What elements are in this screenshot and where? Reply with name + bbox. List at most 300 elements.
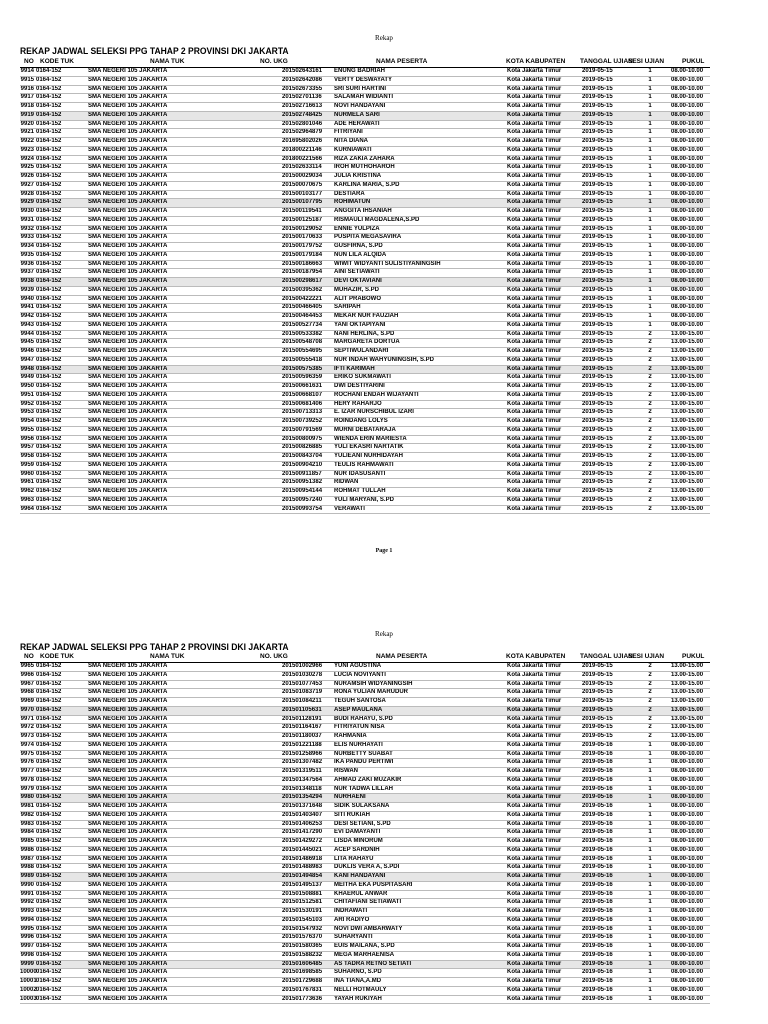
row-kota: Kota Jakarta Timur — [507, 426, 562, 433]
row-nama-peserta: WIWIT WIDYANTI SULISTIYANINGSIH — [334, 260, 441, 267]
row-kode-tuk: 0164-152 — [36, 943, 62, 949]
row-kota: Kota Jakarta Timur — [507, 881, 562, 888]
row-kota: Kota Jakarta Timur — [507, 794, 562, 801]
row-tanggal: 2019-05-15 — [582, 698, 613, 704]
table-row — [20, 427, 710, 436]
row-sesi: 2 — [648, 409, 652, 416]
row-no-ukg: 201500826885 — [282, 444, 323, 451]
row-kode-tuk: 0164-152 — [36, 181, 62, 188]
row-no: 9954 — [20, 418, 34, 424]
row-nama-peserta: VERTY DESWAYATY — [334, 76, 393, 83]
row-tanggal: 2019-05-15 — [582, 173, 613, 179]
row-kode-tuk: 0164-152 — [36, 286, 62, 293]
row-nama-peserta: ADE HERAWATI — [334, 120, 380, 127]
row-kota: Kota Jakarta Timur — [507, 663, 562, 669]
row-nama-peserta: NUR IDASUSANTI — [334, 470, 386, 477]
table-row — [20, 199, 710, 208]
row-sesi: 2 — [648, 356, 652, 363]
row-tanggal: 2019-05-16 — [582, 995, 613, 1002]
table-row — [20, 296, 710, 305]
row-pukul: 08.00-10.00 — [671, 269, 704, 276]
row-no-ukg: 201501164167 — [282, 724, 322, 731]
table-row — [20, 304, 710, 313]
row-sesi: 1 — [648, 111, 652, 118]
row-no: 9976 — [20, 759, 34, 766]
row-nama-peserta: SITI RUKIAH — [334, 811, 370, 818]
row-no-ukg: 201500129052 — [282, 225, 323, 232]
row-kode-tuk: 0164-152 — [36, 321, 62, 328]
table-row — [20, 383, 710, 392]
row-kota: Kota Jakarta Timur — [507, 776, 562, 783]
row-nama-peserta: DUKLIS VERA A, S.PDI — [334, 864, 400, 871]
row-nama-tuk: SMA NEGERI 105 JAKARTA — [88, 295, 168, 302]
row-kota: Kota Jakarta Timur — [507, 829, 562, 836]
row-no: 9939 — [20, 286, 34, 293]
row-kota: Kota Jakarta Timur — [507, 286, 562, 293]
row-kode-tuk: 0164-152 — [36, 925, 62, 932]
row-kota: Kota Jakarta Timur — [507, 409, 562, 416]
table-row — [20, 847, 710, 856]
row-nama-tuk: SMA NEGERI 105 JAKARTA — [88, 199, 168, 206]
row-kota: Kota Jakarta Timur — [507, 689, 562, 696]
table-row — [20, 444, 710, 453]
table-row — [20, 759, 710, 768]
row-nama-peserta: SUHARNO, S.PD — [334, 969, 382, 976]
row-no: 9964 — [20, 505, 34, 512]
row-pukul: 13.00-15.00 — [671, 680, 704, 687]
row-nama-tuk: SMA NEGERI 105 JAKARTA — [88, 671, 168, 678]
row-kota: Kota Jakarta Timur — [507, 103, 562, 109]
table-row — [20, 278, 710, 287]
row-nama-peserta: MUHAZIR, S.PD — [334, 286, 379, 293]
row-nama-tuk: SMA NEGERI 105 JAKARTA — [88, 181, 168, 188]
row-no: 9980 — [20, 794, 34, 801]
row-nama-tuk: SMA NEGERI 105 JAKARTA — [88, 85, 168, 92]
row-no-ukg: 201500713313 — [282, 409, 323, 416]
row-tanggal: 2019-05-15 — [582, 663, 613, 669]
row-no: 9999 — [20, 960, 34, 967]
row-nama-peserta: ALIT PRABOWO — [334, 295, 381, 302]
row-no: 9923 — [20, 146, 34, 153]
row-tanggal: 2019-05-15 — [582, 671, 613, 678]
row-nama-tuk: SMA NEGERI 105 JAKARTA — [88, 391, 168, 398]
row-kota: Kota Jakarta Timur — [507, 470, 562, 477]
row-nama-peserta: NOVI HANDAYANI — [334, 103, 386, 109]
table-row — [20, 882, 710, 891]
row-no: 9942 — [20, 313, 34, 319]
row-kode-tuk: 0164-152 — [36, 759, 62, 766]
row-nama-tuk: SMA NEGERI 105 JAKARTA — [88, 103, 168, 109]
row-sesi: 1 — [648, 313, 652, 319]
row-sesi: 1 — [648, 129, 652, 136]
row-sesi: 1 — [648, 960, 652, 967]
row-kode-tuk: 0164-152 — [36, 365, 62, 372]
row-nama-peserta: NANI HERLINA, S.PD — [334, 330, 395, 337]
row-pukul: 08.00-10.00 — [671, 164, 704, 171]
header-pukul: PUKUL — [682, 58, 705, 65]
table-row — [20, 471, 710, 480]
row-sesi: 2 — [648, 418, 652, 424]
table-row — [20, 313, 710, 322]
row-kode-tuk: 0164-152 — [36, 313, 62, 319]
row-kode-tuk: 0164-152 — [36, 330, 62, 337]
row-tanggal: 2019-05-15 — [582, 251, 613, 258]
row-nama-peserta: HERY RAHARJO — [334, 400, 382, 407]
row-nama-peserta: ENNIE YULPIZA — [334, 225, 380, 232]
row-tanggal: 2019-05-16 — [582, 960, 613, 967]
table-row — [20, 234, 710, 243]
row-nama-peserta: ROCHANI ENDAH WIJAYANTI — [334, 391, 419, 398]
row-no: 9918 — [20, 103, 34, 109]
row-tanggal: 2019-05-16 — [582, 873, 613, 879]
row-no: 9924 — [20, 155, 34, 162]
row-sesi: 2 — [648, 680, 652, 687]
row-pukul: 08.00-10.00 — [671, 820, 704, 827]
row-no-ukg: 201501545103 — [282, 916, 323, 923]
row-kode-tuk: 0164-152 — [36, 794, 62, 801]
row-nama-peserta: RONA YULIAN MARUDUR — [334, 689, 408, 696]
row-no: 9925 — [20, 164, 34, 171]
row-nama-tuk: SMA NEGERI 105 JAKARTA — [88, 138, 168, 144]
row-nama-tuk: SMA NEGERI 105 JAKARTA — [88, 164, 168, 171]
row-kode-tuk: 0164-152 — [36, 103, 62, 109]
row-nama-tuk: SMA NEGERI 105 JAKARTA — [88, 794, 168, 801]
row-no: 9955 — [20, 426, 34, 433]
row-kota: Kota Jakarta Timur — [507, 916, 562, 923]
row-tanggal: 2019-05-16 — [582, 925, 613, 932]
row-kode-tuk: 0164-152 — [36, 864, 62, 871]
row-sesi: 1 — [648, 811, 652, 818]
row-tanggal: 2019-05-15 — [582, 269, 613, 276]
row-nama-tuk: SMA NEGERI 105 JAKARTA — [88, 785, 168, 792]
table-row — [20, 873, 710, 882]
row-nama-tuk: SMA NEGERI 105 JAKARTA — [88, 733, 168, 739]
row-no: 9996 — [20, 934, 34, 941]
table-row — [20, 418, 710, 427]
row-no-ukg: 201501030278 — [282, 671, 323, 678]
row-no: 9966 — [20, 671, 34, 678]
row-sesi: 2 — [648, 435, 652, 442]
row-nama-tuk: SMA NEGERI 105 JAKARTA — [88, 409, 168, 416]
row-kota: Kota Jakarta Timur — [507, 908, 562, 914]
row-kode-tuk: 0164-152 — [36, 426, 62, 433]
row-nama-peserta: NOVI DWI AMBARWATY — [334, 925, 403, 932]
table-row — [20, 436, 710, 445]
row-tanggal: 2019-05-15 — [582, 243, 613, 249]
row-no-ukg: 201501348118 — [282, 785, 322, 792]
row-no-ukg: 201500103177 — [282, 190, 323, 197]
row-no-ukg: 201501307482 — [282, 759, 323, 766]
table-header — [20, 653, 710, 662]
row-nama-peserta: FITRIYATUN NISA — [334, 724, 385, 731]
table-row — [20, 86, 710, 95]
table-row — [20, 453, 710, 462]
row-pukul: 08.00-10.00 — [671, 890, 704, 897]
row-nama-tuk: SMA NEGERI 105 JAKARTA — [88, 846, 168, 853]
table-row — [20, 681, 710, 690]
row-kota: Kota Jakarta Timur — [507, 855, 562, 862]
row-no-ukg: 201500179184 — [282, 251, 323, 258]
header-kota-kabupaten: KOTA KABUPATEN — [506, 58, 566, 65]
row-nama-tuk: SMA NEGERI 105 JAKARTA — [88, 864, 168, 871]
row-sesi: 2 — [648, 715, 652, 722]
header-no: NO — [24, 58, 34, 65]
table-row — [20, 112, 710, 121]
row-kode-tuk: 0164-152 — [36, 829, 62, 836]
row-no-ukg: 201501494854 — [282, 873, 323, 879]
row-kode-tuk: 0164-152 — [36, 916, 62, 923]
row-tanggal: 2019-05-16 — [582, 855, 613, 862]
row-nama-tuk: SMA NEGERI 105 JAKARTA — [88, 496, 168, 503]
table-row — [20, 672, 710, 681]
row-sesi: 1 — [648, 785, 652, 792]
row-pukul: 08.00-10.00 — [671, 785, 704, 792]
row-tanggal: 2019-05-15 — [582, 313, 613, 319]
row-kode-tuk: 0164-152 — [36, 855, 62, 862]
row-pukul: 08.00-10.00 — [671, 295, 704, 302]
row-no: 9978 — [20, 776, 34, 783]
row-tanggal: 2019-05-15 — [582, 138, 613, 144]
row-no: 9941 — [20, 304, 34, 311]
row-nama-peserta: ROHIMATUN — [334, 199, 371, 206]
row-kode-tuk: 0164-152 — [36, 444, 62, 451]
row-tanggal: 2019-05-15 — [582, 225, 613, 232]
row-nama-peserta: ELIS NURHAYATI — [334, 741, 383, 748]
row-nama-peserta: ENUNG BADRIAH — [334, 68, 385, 74]
table-row — [20, 392, 710, 401]
row-sesi: 1 — [648, 155, 652, 162]
row-pukul: 08.00-10.00 — [671, 190, 704, 197]
row-no-ukg: 201501486918 — [282, 855, 323, 862]
row-kode-tuk: 0164-152 — [36, 260, 62, 267]
table-row — [20, 366, 710, 375]
row-no-ukg: 201501547932 — [282, 925, 323, 932]
row-pukul: 08.00-10.00 — [671, 741, 704, 748]
row-nama-tuk: SMA NEGERI 105 JAKARTA — [88, 120, 168, 127]
row-sesi: 2 — [648, 470, 652, 477]
row-nama-tuk: SMA NEGERI 105 JAKARTA — [88, 426, 168, 433]
row-nama-peserta: ERIKO SUKMAWATI — [334, 374, 391, 381]
row-kode-tuk: 0164-152 — [36, 339, 62, 346]
row-no-ukg: 201501319511 — [282, 768, 322, 774]
row-no-ukg: 201502701136 — [282, 94, 322, 101]
row-nama-tuk: SMA NEGERI 105 JAKARTA — [88, 208, 168, 214]
table-row — [20, 698, 710, 707]
row-kode-tuk: 0164-152 — [36, 164, 62, 171]
row-no-ukg: 201800221566 — [282, 155, 323, 162]
row-sesi: 1 — [648, 829, 652, 836]
row-nama-tuk: SMA NEGERI 105 JAKARTA — [88, 356, 168, 363]
row-kota: Kota Jakarta Timur — [507, 943, 562, 949]
row-kota: Kota Jakarta Timur — [507, 505, 562, 512]
row-nama-tuk: SMA NEGERI 105 JAKARTA — [88, 190, 168, 197]
row-no: 9953 — [20, 409, 34, 416]
row-nama-peserta: NURHAENI — [334, 794, 366, 801]
row-pukul: 08.00-10.00 — [671, 978, 704, 984]
row-kode-tuk: 0164-152 — [36, 811, 62, 818]
row-kota: Kota Jakarta Timur — [507, 759, 562, 766]
row-kota: Kota Jakarta Timur — [507, 706, 562, 713]
row-sesi: 1 — [648, 846, 652, 853]
row-tanggal: 2019-05-16 — [582, 951, 613, 958]
row-nama-tuk: SMA NEGERI 105 JAKARTA — [88, 111, 168, 118]
row-no: 9969 — [20, 698, 34, 704]
row-sesi: 1 — [648, 943, 652, 949]
row-no: 9985 — [20, 838, 34, 844]
row-tanggal: 2019-05-16 — [582, 916, 613, 923]
row-nama-tuk: SMA NEGERI 105 JAKARTA — [88, 890, 168, 897]
row-tanggal: 2019-05-15 — [582, 488, 613, 494]
row-tanggal: 2019-05-15 — [582, 278, 613, 284]
row-no-ukg: 201500107795 — [282, 199, 323, 206]
row-no-ukg: 201500070675 — [282, 181, 323, 188]
row-no-ukg: 201501512581 — [282, 899, 323, 906]
table-row — [20, 786, 710, 795]
row-kode-tuk: 0164-152 — [36, 418, 62, 424]
row-pukul: 13.00-15.00 — [671, 400, 704, 407]
row-no-ukg: 201500668107 — [282, 391, 323, 398]
row-kode-tuk: 0164-152 — [36, 663, 62, 669]
row-sesi: 1 — [648, 199, 652, 206]
table-row — [20, 348, 710, 357]
row-no-ukg: 201501530191 — [282, 908, 323, 914]
row-nama-peserta: MURNI DEBATARAJA — [334, 426, 396, 433]
row-kode-tuk: 0164-152 — [36, 216, 62, 223]
row-kode-tuk: 0164-152 — [36, 348, 62, 354]
row-kode-tuk: 0164-152 — [36, 129, 62, 136]
row-pukul: 13.00-15.00 — [671, 698, 704, 704]
row-no-ukg: 201500527734 — [282, 321, 323, 328]
row-kode-tuk: 0164-152 — [36, 820, 62, 827]
row-sesi: 1 — [648, 295, 652, 302]
row-tanggal: 2019-05-16 — [582, 846, 613, 853]
row-sesi: 1 — [648, 286, 652, 293]
row-kode-tuk: 0164-152 — [36, 94, 62, 101]
row-nama-peserta: MARGARETA DORTUA — [334, 339, 400, 346]
row-tanggal: 2019-05-16 — [582, 750, 613, 757]
row-no: 9947 — [20, 356, 34, 363]
row-nama-peserta: KANI HANDAYANI — [334, 873, 386, 879]
row-kota: Kota Jakarta Timur — [507, 383, 562, 389]
row-kode-tuk: 0164-152 — [36, 951, 62, 958]
row-pukul: 08.00-10.00 — [671, 208, 704, 214]
row-kode-tuk: 0164-152 — [36, 155, 62, 162]
row-no: 9956 — [20, 435, 34, 442]
row-pukul: 13.00-15.00 — [671, 418, 704, 424]
row-nama-peserta: NUR TADWA LILLAH — [334, 785, 393, 792]
row-no-ukg: 201501002966 — [282, 663, 323, 669]
row-pukul: 08.00-10.00 — [671, 768, 704, 774]
row-sesi: 2 — [648, 391, 652, 398]
row-no-ukg: 201501180037 — [282, 733, 322, 739]
row-kode-tuk: 0164-152 — [36, 234, 62, 241]
row-kota: Kota Jakarta Timur — [507, 94, 562, 101]
row-pukul: 13.00-15.00 — [671, 663, 704, 669]
row-tanggal: 2019-05-15 — [582, 68, 613, 74]
row-no: 9928 — [20, 190, 34, 197]
table-row — [20, 77, 710, 86]
row-pukul: 13.00-15.00 — [671, 715, 704, 722]
row-nama-peserta: NUR INDAH WAHYUNINGSIH, S.PD — [334, 356, 435, 363]
row-no: 9944 — [20, 330, 34, 337]
row-sesi: 1 — [648, 908, 652, 914]
row-kode-tuk: 0164-152 — [36, 969, 62, 976]
row-no: 10002 — [20, 986, 37, 993]
row-no-ukg: 201502642086 — [282, 76, 323, 83]
table-row — [20, 777, 710, 786]
row-no: 9948 — [20, 365, 34, 372]
row-nama-tuk: SMA NEGERI 105 JAKARTA — [88, 348, 168, 354]
row-no: 9983 — [20, 820, 34, 827]
row-pukul: 08.00-10.00 — [671, 750, 704, 757]
table-row — [20, 462, 710, 471]
row-pukul: 08.00-10.00 — [671, 811, 704, 818]
row-nama-tuk: SMA NEGERI 105 JAKARTA — [88, 724, 168, 731]
table-row — [20, 506, 710, 515]
row-kode-tuk: 0164-152 — [36, 199, 62, 206]
row-no-ukg: 201500422221 — [282, 295, 323, 302]
row-pukul: 08.00-10.00 — [671, 181, 704, 188]
row-tanggal: 2019-05-15 — [582, 120, 613, 127]
row-no: 9993 — [20, 908, 34, 914]
row-tanggal: 2019-05-16 — [582, 881, 613, 888]
row-tanggal: 2019-05-15 — [582, 470, 613, 477]
row-no: 9979 — [20, 785, 34, 792]
row-nama-peserta: IKA PANDU PERTIWI — [334, 759, 394, 766]
row-pukul: 08.00-10.00 — [671, 76, 704, 83]
table-row — [20, 689, 710, 698]
table-row — [20, 182, 710, 191]
row-nama-peserta: RIDWAN — [334, 479, 359, 486]
row-no: 9914 — [20, 68, 34, 74]
table-row — [20, 961, 710, 970]
row-kode-tuk: 0164-152 — [36, 873, 62, 879]
row-nama-tuk: SMA NEGERI 105 JAKARTA — [88, 925, 168, 932]
row-no: 9984 — [20, 829, 34, 836]
table-row — [20, 934, 710, 943]
document-page-2 — [0, 560, 768, 1024]
row-nama-tuk: SMA NEGERI 105 JAKARTA — [88, 768, 168, 774]
row-tanggal: 2019-05-15 — [582, 295, 613, 302]
row-kode-tuk: 0164-152 — [36, 295, 62, 302]
row-tanggal: 2019-05-16 — [582, 986, 613, 993]
table-row — [20, 156, 710, 165]
row-sesi: 2 — [648, 374, 652, 381]
row-pukul: 08.00-10.00 — [671, 794, 704, 801]
row-nama-tuk: SMA NEGERI 105 JAKARTA — [88, 776, 168, 783]
row-kode-tuk: 0164-152 — [36, 838, 62, 844]
row-nama-tuk: SMA NEGERI 105 JAKARTA — [88, 803, 168, 809]
report-title: REKAP JADWAL SELEKSI PPG TAHAP 2 PROVINSI DKI JAKARTA — [20, 642, 289, 652]
row-no-ukg: 201500993754 — [282, 505, 323, 512]
table-row — [20, 829, 710, 838]
row-pukul: 08.00-10.00 — [671, 881, 704, 888]
row-no: 9937 — [20, 269, 34, 276]
row-tanggal: 2019-05-15 — [582, 304, 613, 311]
row-nama-peserta: ASEP MAULANA — [334, 706, 383, 713]
table-row — [20, 497, 710, 506]
row-no: 9916 — [20, 85, 34, 92]
row-no-ukg: 201501221188 — [282, 741, 322, 748]
row-nama-peserta: MEGA MARHAENISA — [334, 951, 395, 958]
row-no-ukg: 201500661631 — [282, 383, 323, 389]
row-pukul: 13.00-15.00 — [671, 383, 704, 389]
row-tanggal: 2019-05-15 — [582, 111, 613, 118]
row-nama-peserta: SRI SURI HARTINI — [334, 85, 387, 92]
row-pukul: 08.00-10.00 — [671, 829, 704, 836]
row-nama-tuk: SMA NEGERI 105 JAKARTA — [88, 418, 168, 424]
row-kota: Kota Jakarta Timur — [507, 243, 562, 249]
